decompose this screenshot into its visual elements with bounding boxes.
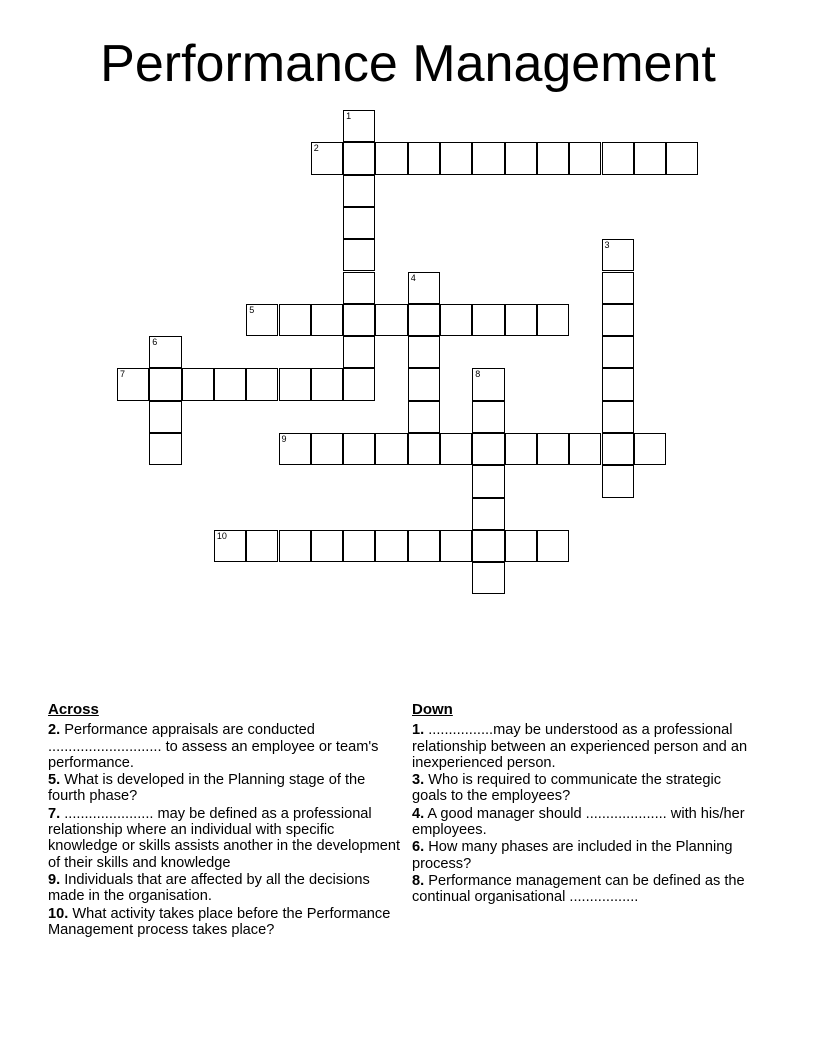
grid-cell[interactable] <box>246 368 278 400</box>
clue-number: 1. <box>412 722 425 739</box>
grid-cell[interactable] <box>246 530 278 562</box>
grid-cell[interactable] <box>602 465 634 497</box>
down-clue <box>412 839 752 872</box>
down-clue <box>412 772 752 805</box>
grid-cell[interactable] <box>440 433 472 465</box>
cell-number: 7 <box>120 369 126 380</box>
down-clue <box>412 873 752 906</box>
grid-cell[interactable] <box>472 304 504 336</box>
cell-number: 6 <box>152 337 158 348</box>
grid-cell[interactable] <box>149 433 181 465</box>
grid-cell[interactable] <box>343 272 375 304</box>
grid-cell[interactable] <box>602 142 634 174</box>
across-clue <box>48 806 404 871</box>
grid-cell[interactable] <box>311 433 343 465</box>
grid-cell[interactable] <box>634 433 666 465</box>
grid-cell[interactable] <box>408 433 440 465</box>
clue-text: How many phases are included in the Planning process? <box>412 839 733 872</box>
clue-text: Performance appraisals are conducted ............................ to assess an employee or team's performance. <box>48 722 379 771</box>
grid-cell[interactable] <box>602 239 634 271</box>
down-clue <box>412 806 752 839</box>
grid-cell[interactable] <box>472 433 504 465</box>
across-heading: Across <box>48 701 99 718</box>
cell-number: 4 <box>410 272 416 283</box>
clue-number: 5. <box>48 772 61 789</box>
grid-cell[interactable] <box>472 498 504 530</box>
grid-cell[interactable] <box>279 530 311 562</box>
grid-cell[interactable] <box>149 401 181 433</box>
clue-text: Performance management can be defined as the continual organisational ................. <box>412 872 745 906</box>
grid-cell[interactable] <box>343 110 375 142</box>
grid-cell[interactable] <box>408 142 440 174</box>
grid-cell[interactable] <box>537 304 569 336</box>
grid-cell[interactable] <box>408 368 440 400</box>
grid-cell[interactable] <box>343 142 375 174</box>
across-clue <box>48 722 404 771</box>
cell-number: 3 <box>604 240 610 251</box>
grid-cell[interactable] <box>602 433 634 465</box>
grid-cell[interactable] <box>472 465 504 497</box>
grid-cell[interactable] <box>472 401 504 433</box>
grid-cell[interactable] <box>343 368 375 400</box>
grid-cell[interactable] <box>375 304 407 336</box>
grid-cell[interactable] <box>602 368 634 400</box>
clue-number: 8. <box>412 872 425 889</box>
clue-number: 6. <box>412 839 425 856</box>
grid-cell[interactable] <box>375 433 407 465</box>
grid-cell[interactable] <box>440 304 472 336</box>
down-heading: Down <box>412 701 453 718</box>
clue-number: 7. <box>48 805 61 822</box>
grid-cell[interactable] <box>408 401 440 433</box>
grid-cell[interactable] <box>311 530 343 562</box>
grid-cell[interactable] <box>343 175 375 207</box>
across-clue <box>48 906 404 939</box>
grid-cell[interactable] <box>472 530 504 562</box>
grid-cell[interactable] <box>472 368 504 400</box>
grid-cell[interactable] <box>472 142 504 174</box>
grid-cell[interactable] <box>343 433 375 465</box>
across-clue <box>48 772 404 805</box>
grid-cell[interactable] <box>602 401 634 433</box>
grid-cell[interactable] <box>279 433 311 465</box>
grid-cell[interactable] <box>375 530 407 562</box>
grid-cell[interactable] <box>408 530 440 562</box>
grid-cell[interactable] <box>440 530 472 562</box>
down-clues <box>412 702 752 907</box>
grid-cell[interactable] <box>408 304 440 336</box>
grid-cell[interactable] <box>505 304 537 336</box>
cell-number: 5 <box>249 304 255 315</box>
grid-cell[interactable] <box>279 304 311 336</box>
grid-cell[interactable] <box>343 530 375 562</box>
grid-cell[interactable] <box>343 239 375 271</box>
grid-cell[interactable] <box>343 207 375 239</box>
clue-number: 10. <box>48 905 69 922</box>
clue-number: 9. <box>48 871 61 888</box>
grid-cell[interactable] <box>408 336 440 368</box>
grid-cell[interactable] <box>505 142 537 174</box>
cell-number: 1 <box>346 111 352 121</box>
grid-cell[interactable] <box>149 368 181 400</box>
grid-cell[interactable] <box>537 142 569 174</box>
grid-cell[interactable] <box>246 304 278 336</box>
grid-cell[interactable] <box>408 272 440 304</box>
grid-cell[interactable] <box>311 142 343 174</box>
across-clue <box>48 872 404 905</box>
clue-number: 2. <box>48 722 61 739</box>
puzzle-title: Performance Management <box>100 35 716 93</box>
cell-number: 2 <box>313 143 319 154</box>
cell-number: 10 <box>216 530 227 541</box>
clue-text: A good manager should .................... with his/her employees. <box>412 805 745 839</box>
grid-cell[interactable] <box>537 530 569 562</box>
grid-cell[interactable] <box>537 433 569 465</box>
grid-cell[interactable] <box>311 304 343 336</box>
cell-number: 9 <box>281 434 287 444</box>
across-clues <box>48 702 404 939</box>
grid-cell[interactable] <box>602 272 634 304</box>
grid-cell[interactable] <box>666 142 698 174</box>
down-clue <box>412 722 752 771</box>
grid-cell[interactable] <box>505 433 537 465</box>
clue-text: ................may be understood as a professional relationship between an experienced person and an inexperienced person. <box>412 722 748 771</box>
grid-cell[interactable] <box>279 368 311 400</box>
grid-cell[interactable] <box>602 336 634 368</box>
grid-cell[interactable] <box>182 368 214 400</box>
grid-cell[interactable] <box>343 304 375 336</box>
clue-text: What activity takes place before the Performance Management process takes place? <box>48 905 391 938</box>
cell-number: 8 <box>475 369 481 380</box>
grid-cell[interactable] <box>505 530 537 562</box>
grid-cell[interactable] <box>149 336 181 368</box>
grid-cell[interactable] <box>375 142 407 174</box>
clue-text: Individuals that are affected by all the decisions made in the organisation. <box>48 871 370 905</box>
clue-text: Who is required to communicate the strategic goals to the employees? <box>412 772 722 805</box>
grid-cell[interactable] <box>472 562 504 594</box>
clue-number: 3. <box>412 772 425 789</box>
clue-number: 4. <box>412 805 425 822</box>
grid-cell[interactable] <box>343 336 375 368</box>
grid-cell[interactable] <box>602 304 634 336</box>
clue-text: ...................... may be defined as a professional relationship where an individual with specific knowledge or skills assists another in the development of their skills and knowledge <box>48 805 401 871</box>
grid-cell[interactable] <box>440 142 472 174</box>
grid-cell[interactable] <box>117 368 149 400</box>
grid-cell[interactable] <box>214 530 246 562</box>
grid-cell[interactable] <box>569 142 601 174</box>
grid-cell[interactable] <box>569 433 601 465</box>
grid-cell[interactable] <box>311 368 343 400</box>
grid-cell[interactable] <box>634 142 666 174</box>
grid-cell[interactable] <box>214 368 246 400</box>
clue-text: What is developed in the Planning stage of the fourth phase? <box>48 772 366 805</box>
